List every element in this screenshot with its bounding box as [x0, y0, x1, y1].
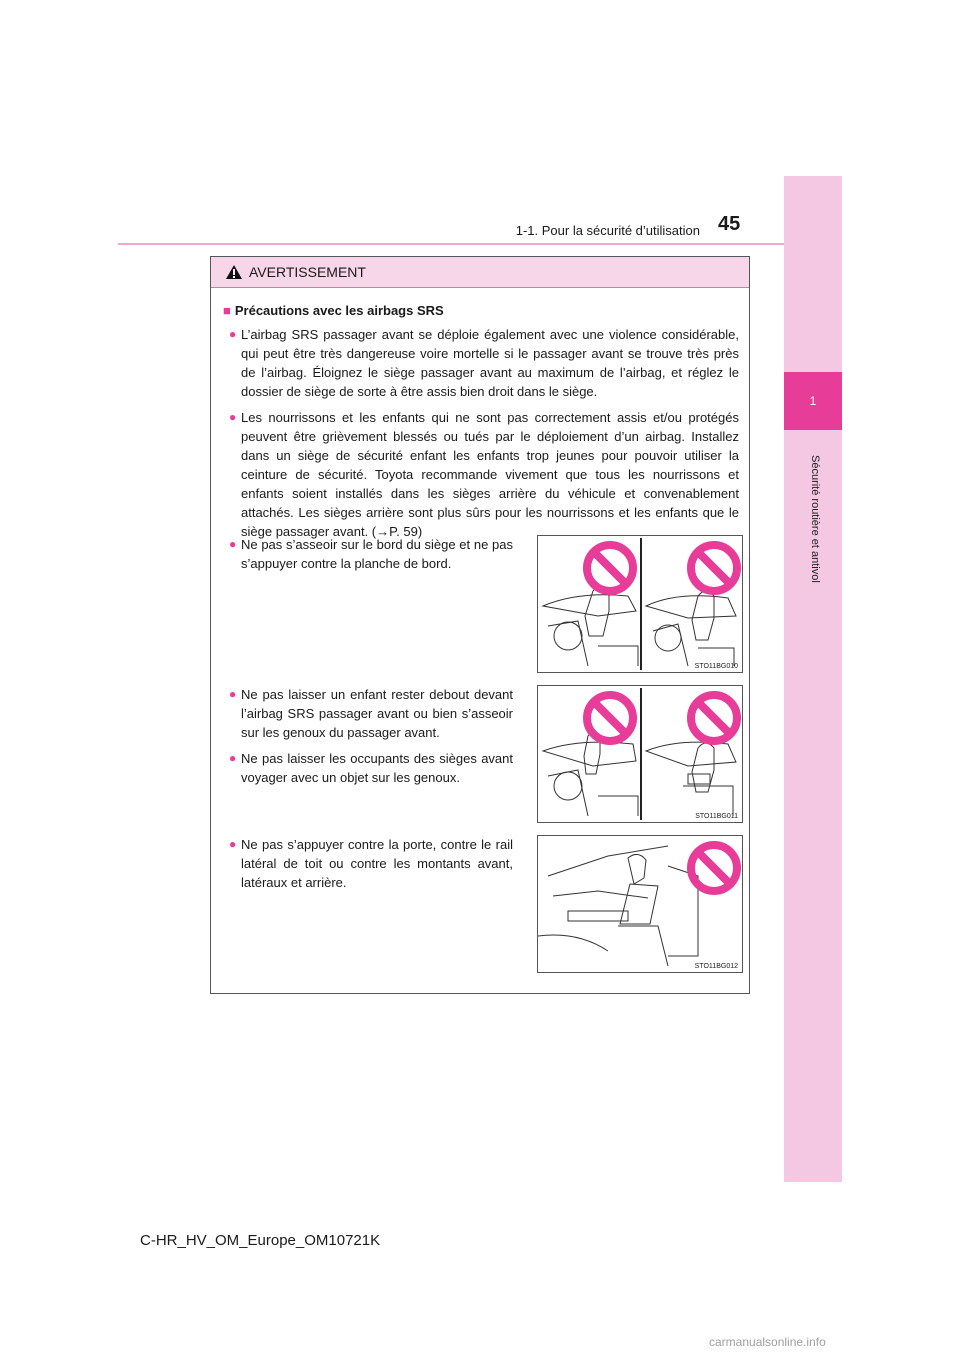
figure-divider: [640, 538, 642, 670]
chapter-title: Sécurité routière et antivol: [809, 455, 821, 583]
warning-bullet: ● Ne pas laisser un enfant rester debout devant l’airbag SRS passager avant ou bien s’asseoir sur les genoux du passager avant.: [229, 687, 513, 740]
warning-bullet: ● Ne pas laisser les occupants des sièges avant voyager avec un objet sur les genoux.: [229, 751, 513, 785]
watermark: carmanualsonline.info: [709, 1335, 826, 1349]
header-rule: [118, 243, 784, 245]
warning-header: [211, 257, 749, 288]
illustration: [537, 685, 743, 823]
figure-row: [223, 535, 738, 670]
illustration: [537, 535, 743, 673]
figure-row: [223, 685, 738, 820]
warning-bullet: ● Ne pas s’asseoir sur le bord du siège et ne pas s’appuyer contre la planche de bord.: [229, 537, 513, 571]
warning-bullet: ● Ne pas s’appuyer contre la porte, contre le rail latéral de toit ou contre les montants avant, latéraux et arrière.: [229, 837, 513, 890]
bullet-icon: ●: [229, 837, 237, 851]
figure-code: STO11BG012: [694, 963, 738, 970]
warning-icon: [225, 264, 243, 280]
bullet-icon: ●: [229, 687, 237, 701]
square-bullet-icon: ■: [223, 303, 231, 318]
illustration: [537, 835, 743, 973]
warning-heading: ■ Précautions avec les airbags SRS: [223, 303, 444, 318]
warning-title: AVERTISSEMENT: [249, 264, 366, 280]
bullet-icon: ●: [229, 327, 237, 341]
section-title: 1-1. Pour la sécurité d’utilisation: [515, 223, 700, 238]
figure-code: STO11BG011: [695, 813, 738, 820]
warning-bullet: ● L’airbag SRS passager avant se déploie également avec une violence considérable, qui peut être très dangereuse voire mortelle si le passager avant se trouve très près de l’airbag. Éloignez le siège passager avant au maximum de l’airbag, et réglez le dossier de siège de sorte à être assis bien droit dans le siège.: [229, 327, 739, 399]
figure-row: [223, 835, 738, 970]
figure-divider: [640, 688, 642, 820]
page-number: 45: [718, 213, 741, 235]
chapter-number: 1: [784, 372, 842, 430]
warning-box: [210, 256, 750, 994]
figure-code: STO11BG010: [694, 663, 738, 670]
document-id: C-HR_HV_OM_Europe_OM10721K: [140, 1232, 381, 1249]
bullet-icon: ●: [229, 410, 237, 424]
bullet-icon: ●: [229, 537, 237, 551]
leaning-illustration-icon: [538, 836, 743, 973]
bullet-icon: ●: [229, 751, 237, 765]
warning-bullet: ● Les nourrissons et les enfants qui ne sont pas correctement assis et/ou protégés peuvent être grièvement blessés ou tués par le déploiement d’un airbag. Installez dans un siège de sécurité enfant les enfants trop jeunes pour pouvoir utiliser la ceinture de sécurité. Toyota recommande vivement que tous les nourrissons et enfants soient installés dans les sièges arrière du véhicule et convenablement attachés. Les sièges arrière sont plus sûrs pour les nourrissons et les enfants que le siège passager avant. (→P. 59): [229, 410, 739, 539]
warning-content: [211, 288, 749, 541]
